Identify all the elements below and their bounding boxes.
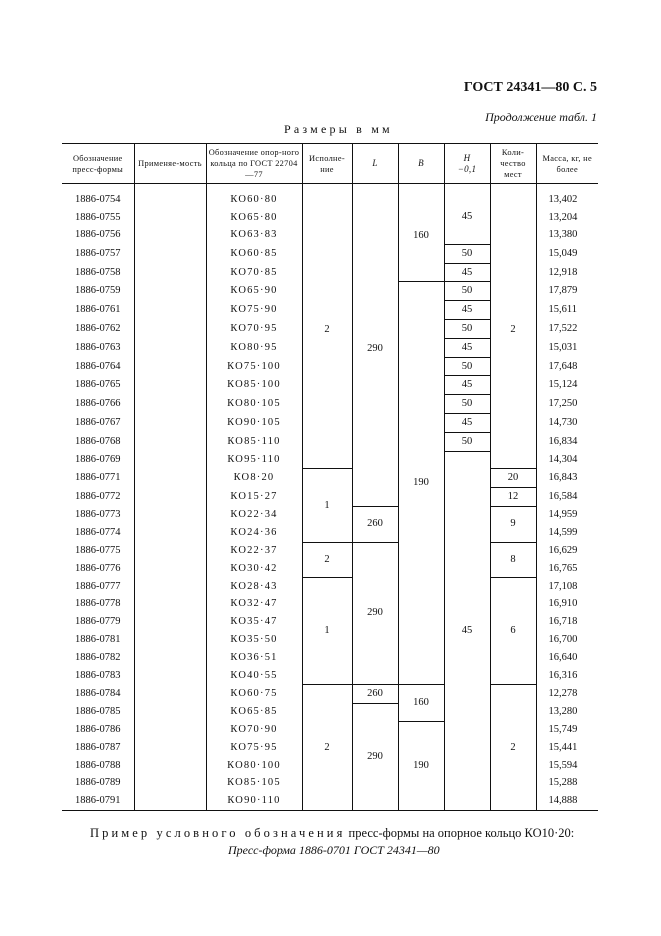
dimensions-table: [62, 143, 598, 811]
cell-ring-designation: КО60·85: [206, 244, 302, 263]
cell-version: 1: [302, 578, 352, 685]
cell-usage: [134, 395, 206, 414]
cell-H: 45: [444, 376, 490, 395]
cell-mass: 13,204: [536, 209, 598, 227]
cell-mass: 12,278: [536, 685, 598, 704]
cell-usage: [134, 414, 206, 433]
cell-H: 45: [444, 184, 490, 245]
cell-ring-designation: КО85·110: [206, 432, 302, 451]
cell-H: 45: [444, 263, 490, 282]
cell-usage: [134, 507, 206, 525]
cell-code: 1886-0766: [75, 398, 121, 410]
cell-code: 1886-0762: [75, 322, 121, 334]
cell-ring-designation: КО75·90: [206, 301, 302, 320]
cell-mass: 14,959: [536, 507, 598, 525]
example-label: Пример условного обозначения: [90, 826, 346, 840]
cell-ring-designation: КО95·110: [206, 451, 302, 469]
cell-usage: [134, 685, 206, 704]
cell-ring-designation: КО85·100: [206, 376, 302, 395]
cell-code: 1886-0775: [75, 545, 121, 557]
cell-usage: [134, 667, 206, 685]
cell-ring-designation: КО70·95: [206, 320, 302, 339]
cell-ring-designation: КО80·105: [206, 395, 302, 414]
cell-code: 1886-0758: [75, 266, 121, 278]
cell-code: 1886-0765: [75, 379, 121, 391]
cell-code: 1886-0769: [75, 454, 121, 466]
cell-code: 1886-0777: [75, 580, 121, 592]
cell-qty: 8: [490, 542, 536, 578]
cell-usage: [134, 578, 206, 596]
cell-ring-designation: КО65·80: [206, 209, 302, 227]
example-text: пресс-формы на опорное кольцо КО10·20:: [348, 826, 575, 840]
cell-mass: 14,599: [536, 524, 598, 542]
cell-H: 45: [444, 414, 490, 433]
cell-mass: 16,629: [536, 542, 598, 560]
cell-H: 50: [444, 282, 490, 301]
cell-H: 45: [444, 451, 490, 810]
example-line: [90, 826, 574, 841]
cell-code: 1886-0756: [75, 229, 121, 241]
cell-usage: [134, 469, 206, 488]
cell-mass: 16,640: [536, 649, 598, 667]
cell-ring-designation: КО90·110: [206, 792, 302, 810]
cell-mass: 13,380: [536, 227, 598, 245]
cell-usage: [134, 792, 206, 810]
cell-usage: [134, 263, 206, 282]
cell-version: 1: [302, 469, 352, 542]
cell-mass: 17,108: [536, 578, 598, 596]
cell-B: 160: [398, 184, 444, 282]
cell-mass: 14,730: [536, 414, 598, 433]
table-header-row: [62, 144, 598, 184]
cell-mass: 17,522: [536, 320, 598, 339]
cell-mass: 17,250: [536, 395, 598, 414]
cell-L: 290: [352, 542, 398, 684]
cell-mass: 16,910: [536, 596, 598, 614]
cell-code: 1886-0772: [75, 491, 121, 503]
cell-mass: 17,648: [536, 357, 598, 376]
cell-ring-designation: КО40·55: [206, 667, 302, 685]
cell-ring-designation: КО35·47: [206, 613, 302, 631]
table-row: [62, 469, 598, 488]
cell-mass: 16,316: [536, 667, 598, 685]
cell-ring-designation: КО75·100: [206, 357, 302, 376]
cell-usage: [134, 524, 206, 542]
cell-ring-designation: КО28·43: [206, 578, 302, 596]
cell-H: 50: [444, 432, 490, 451]
cell-ring-designation: КО15·27: [206, 488, 302, 507]
cell-version: 2: [302, 184, 352, 469]
cell-usage: [134, 451, 206, 469]
cell-code: 1886-0784: [75, 687, 121, 699]
col-header-B: B: [398, 144, 444, 184]
cell-ring-designation: КО70·90: [206, 721, 302, 739]
cell-ring-designation: КО80·100: [206, 757, 302, 775]
cell-ring-designation: КО32·47: [206, 596, 302, 614]
col-header-mass: Масса, кг, не более: [536, 144, 598, 184]
cell-code: 1886-0783: [75, 669, 121, 681]
cell-usage: [134, 282, 206, 301]
cell-mass: 12,918: [536, 263, 598, 282]
cell-mass: 14,304: [536, 451, 598, 469]
cell-usage: [134, 596, 206, 614]
cell-H: 50: [444, 244, 490, 263]
cell-code: 1886-0773: [75, 509, 121, 521]
cell-ring-designation: КО60·80: [206, 184, 302, 209]
cell-mass: 16,700: [536, 631, 598, 649]
cell-qty: 6: [490, 578, 536, 685]
cell-ring-designation: КО36·51: [206, 649, 302, 667]
cell-ring-designation: КО80·95: [206, 338, 302, 357]
cell-usage: [134, 488, 206, 507]
cell-usage: [134, 209, 206, 227]
cell-mass: 16,834: [536, 432, 598, 451]
cell-H: 45: [444, 301, 490, 320]
col-header-code: Обозначение пресс-формы: [62, 144, 134, 184]
cell-usage: [134, 739, 206, 757]
cell-L: 260: [352, 507, 398, 543]
cell-code: 1886-0771: [75, 472, 121, 484]
cell-mass: 13,280: [536, 703, 598, 721]
cell-code: 1886-0763: [75, 341, 121, 353]
cell-code: 1886-0788: [75, 759, 121, 771]
cell-mass: 16,584: [536, 488, 598, 507]
table-row: [62, 542, 598, 560]
cell-usage: [134, 560, 206, 578]
cell-qty: 2: [490, 184, 536, 469]
cell-usage: [134, 721, 206, 739]
cell-ring-designation: КО65·85: [206, 703, 302, 721]
table-continuation-note: Продолжение табл. 1: [485, 110, 597, 124]
cell-ring-designation: КО8·20: [206, 469, 302, 488]
cell-ring-designation: КО22·34: [206, 507, 302, 525]
dimensions-note: Размеры в мм: [284, 122, 393, 136]
cell-usage: [134, 542, 206, 560]
col-header-version: Исполне-ние: [302, 144, 352, 184]
cell-code: 1886-0779: [75, 616, 121, 628]
cell-B: 160: [398, 685, 444, 722]
cell-ring-designation: КО90·105: [206, 414, 302, 433]
cell-H: 45: [444, 338, 490, 357]
col-header-ring: Обозначение опор-ного кольца по ГОСТ 22704—77: [206, 144, 302, 184]
cell-B: 190: [398, 282, 444, 685]
cell-code: 1886-0757: [75, 247, 121, 259]
cell-mass: 15,124: [536, 376, 598, 395]
col-header-qty: Коли-чество мест: [490, 144, 536, 184]
cell-usage: [134, 357, 206, 376]
cell-code: 1886-0791: [75, 795, 121, 807]
cell-code: 1886-0755: [75, 211, 121, 223]
cell-L: 260: [352, 685, 398, 704]
cell-usage: [134, 775, 206, 793]
cell-usage: [134, 376, 206, 395]
cell-usage: [134, 301, 206, 320]
cell-mass: 15,441: [536, 739, 598, 757]
cell-code: 1886-0768: [75, 435, 121, 447]
cell-ring-designation: КО24·36: [206, 524, 302, 542]
cell-qty: 2: [490, 685, 536, 811]
cell-usage: [134, 432, 206, 451]
cell-usage: [134, 227, 206, 245]
cell-mass: 15,288: [536, 775, 598, 793]
cell-ring-designation: КО35·50: [206, 631, 302, 649]
cell-ring-designation: КО65·90: [206, 282, 302, 301]
cell-code: 1886-0754: [75, 193, 121, 205]
cell-usage: [134, 649, 206, 667]
cell-code: 1886-0767: [75, 416, 121, 428]
cell-qty: 12: [490, 488, 536, 507]
example-designation: Пресс-форма 1886-0701 ГОСТ 24341—80: [228, 843, 440, 857]
cell-L: 290: [352, 184, 398, 507]
cell-mass: 16,765: [536, 560, 598, 578]
cell-code: 1886-0778: [75, 598, 121, 610]
cell-qty: 9: [490, 507, 536, 543]
cell-B: 190: [398, 721, 444, 810]
cell-mass: 14,888: [536, 792, 598, 810]
cell-H: 50: [444, 357, 490, 376]
cell-ring-designation: КО70·85: [206, 263, 302, 282]
cell-mass: 17,879: [536, 282, 598, 301]
cell-ring-designation: КО60·75: [206, 685, 302, 704]
col-header-L: L: [352, 144, 398, 184]
col-header-usage: Применяе-мость: [134, 144, 206, 184]
cell-code: 1886-0782: [75, 651, 121, 663]
cell-mass: 13,402: [536, 184, 598, 209]
cell-mass: 15,611: [536, 301, 598, 320]
table-row: [62, 578, 598, 596]
cell-version: 2: [302, 685, 352, 811]
cell-ring-designation: КО63·83: [206, 227, 302, 245]
cell-qty: 20: [490, 469, 536, 488]
cell-L: 290: [352, 703, 398, 810]
cell-ring-designation: КО75·95: [206, 739, 302, 757]
cell-ring-designation: КО85·105: [206, 775, 302, 793]
cell-code: 1886-0761: [75, 304, 121, 316]
cell-code: 1886-0774: [75, 527, 121, 539]
cell-code: 1886-0764: [75, 360, 121, 372]
cell-mass: 15,749: [536, 721, 598, 739]
cell-code: 1886-0776: [75, 562, 121, 574]
cell-mass: 15,594: [536, 757, 598, 775]
cell-usage: [134, 757, 206, 775]
col-header-H: H −0,1: [444, 144, 490, 184]
cell-usage: [134, 613, 206, 631]
cell-usage: [134, 338, 206, 357]
cell-usage: [134, 184, 206, 209]
cell-usage: [134, 631, 206, 649]
cell-H: 50: [444, 395, 490, 414]
cell-code: 1886-0759: [75, 285, 121, 297]
cell-ring-designation: КО30·42: [206, 560, 302, 578]
cell-mass: 15,031: [536, 338, 598, 357]
cell-mass: 16,718: [536, 613, 598, 631]
cell-mass: 15,049: [536, 244, 598, 263]
cell-version: 2: [302, 542, 352, 578]
cell-code: 1886-0785: [75, 706, 121, 718]
cell-code: 1886-0781: [75, 634, 121, 646]
cell-ring-designation: КО22·37: [206, 542, 302, 560]
cell-H: 50: [444, 320, 490, 339]
cell-usage: [134, 703, 206, 721]
table-row: [62, 685, 598, 704]
cell-code: 1886-0787: [75, 741, 121, 753]
cell-code: 1886-0789: [75, 777, 121, 789]
cell-code: 1886-0786: [75, 724, 121, 735]
cell-mass: 16,843: [536, 469, 598, 488]
cell-usage: [134, 244, 206, 263]
cell-usage: [134, 320, 206, 339]
table-row: [62, 184, 598, 209]
page-header-standard: ГОСТ 24341—80 С. 5: [463, 80, 597, 95]
